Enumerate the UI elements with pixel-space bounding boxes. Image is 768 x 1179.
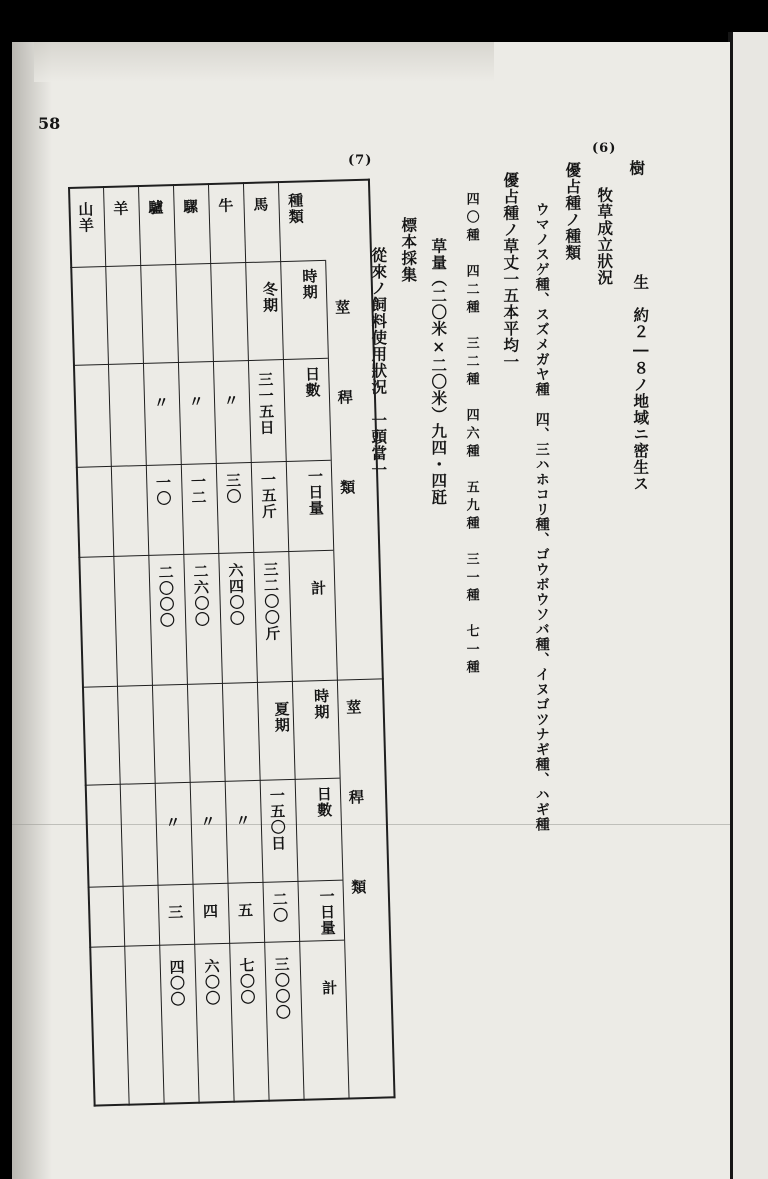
winter-label: 冬期 — [260, 281, 280, 314]
cell-mule-summer-daily: 四 — [200, 903, 220, 920]
page-edge-shadow — [12, 42, 52, 1179]
header-days-winter: 日數 — [302, 366, 322, 399]
page-number: 58 — [38, 114, 61, 133]
summer-label: 夏期 — [272, 700, 292, 734]
cell-horse-winter-days: 三一五日 — [255, 371, 276, 436]
prev-section-tail — [627, 160, 647, 177]
cell-horse-summer-total: 三〇〇〇 — [272, 956, 293, 1021]
grass-quantity: 草量（二〇米×二〇米）九四・四瓩 — [429, 238, 449, 506]
feed-usage-table — [68, 179, 394, 1127]
dominant-species-list: ウマノスゲ種、スズメガヤ種 四、三ハホコリ種、ゴウボウソバ種、イヌゴツナギ種、ハギ種 — [533, 202, 550, 832]
section-7-heading: 從來ノ飼料使用狀況 一頭當一 — [369, 247, 389, 478]
scan-frame-top — [0, 0, 768, 42]
specimen-collection: 標本採集 — [399, 217, 419, 283]
cell-cow-winter-total: 六四〇〇 — [226, 562, 247, 627]
cell-cow-summer-days: 〃 — [233, 812, 252, 829]
cell-mule-winter-days: 〃 — [186, 393, 206, 410]
cell-mule-summer-days: 〃 — [198, 813, 217, 830]
cell-mule-summer-total: 六〇〇 — [202, 958, 222, 1007]
animal-mule: 騾 — [181, 198, 200, 215]
species-counts: 四〇種 四二種 三二種 四六種 五九種 三一種 七一種 — [463, 192, 479, 678]
adjacent-page-edge — [732, 32, 768, 1179]
animal-sheep: 羊 — [111, 200, 130, 217]
header-daily-winter: 一日量 — [305, 467, 326, 517]
header-group-winter: 莖 稈 類 — [332, 299, 358, 525]
header-daily-summer: 一日量 — [317, 887, 337, 937]
cell-donkey-winter-daily: 一〇 — [153, 474, 173, 507]
animal-cow: 牛 — [216, 197, 235, 214]
header-kind: 種類 — [286, 192, 305, 225]
cell-donkey-winter-days: 〃 — [151, 394, 171, 411]
section-7-marker: (7) — [348, 153, 373, 168]
animal-horse: 馬 — [251, 196, 270, 213]
cell-horse-summer-daily: 二〇 — [270, 891, 290, 924]
header-total-summer: 計 — [319, 979, 339, 997]
cell-cow-winter-days: 〃 — [221, 392, 240, 409]
prev-section-text: 生 約２―８ノ地域ニ密生ス — [631, 274, 651, 492]
cell-horse-winter-total: 三二〇〇斤 — [261, 561, 282, 642]
cell-mule-winter-daily: 一二 — [188, 473, 208, 506]
cell-cow-winter-daily: 三〇 — [223, 472, 243, 505]
header-group-summer: 莖 稈 類 — [344, 698, 369, 925]
prev-tail-char: 樹 — [627, 160, 647, 177]
cell-donkey-winter-total: 二〇〇〇 — [156, 564, 177, 629]
animal-goat: 山羊 — [76, 201, 96, 234]
cell-horse-winter-daily: 一五斤 — [258, 471, 279, 520]
scan-smudge — [34, 42, 494, 82]
cell-mule-winter-total: 二六〇〇 — [191, 563, 212, 628]
header-days-summer: 日數 — [314, 785, 334, 819]
cell-donkey-summer-total: 四〇〇 — [167, 959, 187, 1008]
header-total-winter: 計 — [308, 579, 328, 597]
animal-donkey: 驢 — [146, 199, 165, 216]
cell-cow-summer-daily: 五 — [235, 902, 255, 919]
cell-horse-summer-days: 一五〇日 — [267, 787, 288, 852]
section-6-heading: 牧草成立狀況 — [595, 187, 615, 286]
section-6-marker: (6) — [592, 141, 617, 156]
header-period-summer: 時期 — [311, 687, 331, 721]
cell-donkey-summer-days: 〃 — [163, 814, 182, 831]
document-page — [12, 42, 730, 1179]
cell-donkey-summer-daily: 三 — [165, 904, 185, 921]
dominant-species-height: 優占種ノ草丈一五本平均一 — [501, 172, 521, 370]
cell-cow-summer-total: 七〇〇 — [237, 957, 257, 1006]
dominant-species-label: 優占種ノ種類 — [563, 162, 583, 261]
header-period-winter: 時期 — [300, 268, 320, 301]
